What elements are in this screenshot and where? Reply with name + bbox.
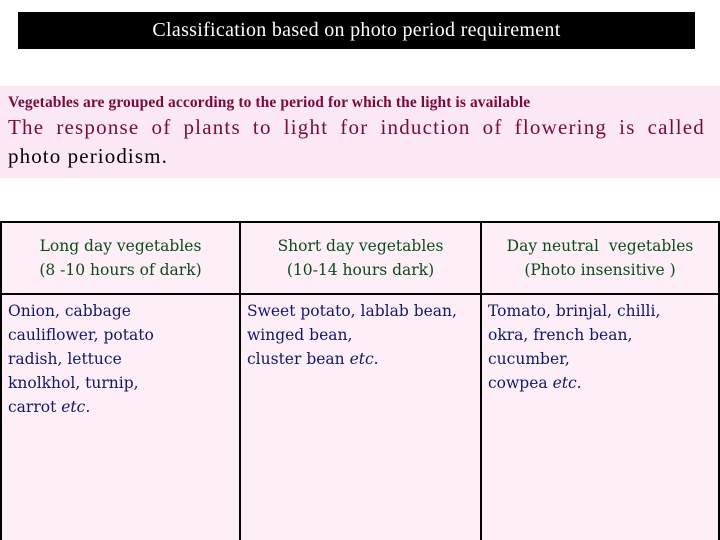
column-header-short-day	[241, 221, 480, 294]
etc-label: etc.	[61, 398, 91, 416]
etc-label: etc.	[552, 374, 582, 392]
vegetable-list: Sweet potato, lablab bean, winged bean, cluster bean	[247, 302, 457, 368]
column-body-long-day	[2, 295, 239, 423]
etc-label: etc.	[349, 350, 379, 368]
classification-table	[0, 221, 720, 540]
column-heading: Long day vegetables	[39, 236, 202, 255]
slide-title	[18, 12, 695, 49]
vegetable-list: Tomato, brinjal, chilli, okra, french bean, cucumber, cowpea	[488, 302, 661, 392]
vegetable-list: Onion, cabbage cauliflower, potato radish, lettuce knolkhol, turnip, carrot	[8, 302, 154, 416]
definition-line: The response of plants to light for induction of flowering is called	[8, 115, 705, 139]
intro-box	[0, 86, 720, 178]
column-subheading: (8 -10 hours of dark)	[39, 260, 202, 279]
column-subheading: (Photo insensitive )	[524, 260, 676, 279]
definition-term: photo periodism.	[8, 144, 168, 168]
column-body-short-day	[241, 295, 480, 375]
slide-title-text: Classification based on photo period requirement	[152, 19, 561, 41]
column-header-long-day	[2, 221, 239, 294]
column-body-day-neutral	[482, 295, 718, 399]
column-heading: Day neutral vegetables	[506, 236, 694, 255]
column-heading: Short day vegetables	[277, 236, 444, 255]
intro-statement: Vegetables are grouped according to the period for which the light is available	[8, 94, 531, 111]
column-header-day-neutral	[482, 221, 718, 294]
column-subheading: (10-14 hours dark)	[286, 260, 435, 279]
